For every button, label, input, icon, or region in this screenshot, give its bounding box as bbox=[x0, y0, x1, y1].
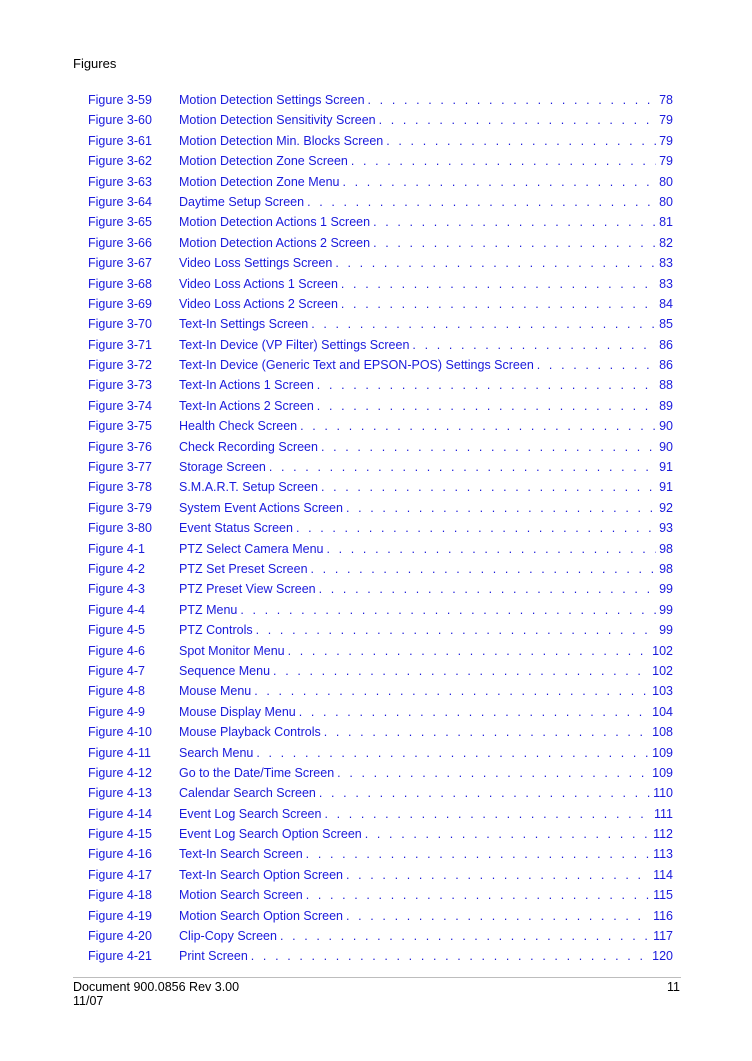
figure-title: Mouse Display Menu bbox=[179, 704, 296, 719]
figure-title: Motion Detection Min. Blocks Screen bbox=[179, 133, 384, 148]
dot-leader bbox=[346, 906, 650, 926]
page-reference: 81 bbox=[659, 215, 673, 230]
figure-number: Figure 3-59 bbox=[88, 93, 152, 107]
dot-leader bbox=[341, 274, 656, 294]
page-reference: 111 bbox=[653, 806, 673, 821]
figure-title: System Event Actions Screen bbox=[179, 500, 343, 515]
toc-entry-link[interactable] bbox=[88, 702, 673, 722]
figure-title: Motion Search Screen bbox=[179, 888, 303, 903]
figure-title: PTZ Controls bbox=[179, 623, 253, 638]
dot-leader bbox=[319, 579, 656, 599]
page-reference: 102 bbox=[652, 663, 673, 678]
toc-entry-link[interactable] bbox=[88, 90, 673, 110]
figure-title: Video Loss Actions 1 Screen bbox=[179, 276, 338, 291]
figure-title: Event Log Search Screen bbox=[179, 806, 322, 821]
dot-leader bbox=[306, 844, 650, 864]
page-reference: 99 bbox=[659, 602, 673, 617]
page-reference: 92 bbox=[659, 500, 673, 515]
dot-leader bbox=[280, 926, 650, 946]
figure-title: Motion Detection Sensitivity Screen bbox=[179, 113, 376, 128]
figure-title: Video Loss Settings Screen bbox=[179, 256, 333, 271]
footer-date: 11/07 bbox=[73, 994, 104, 1008]
toc-entry-link[interactable] bbox=[88, 844, 673, 864]
dot-leader bbox=[306, 885, 650, 905]
toc-entry-link[interactable] bbox=[88, 457, 673, 477]
toc-entry-link[interactable] bbox=[88, 579, 673, 599]
dot-leader bbox=[373, 212, 656, 232]
toc-entry-link[interactable] bbox=[88, 681, 673, 701]
toc-entry-link[interactable] bbox=[88, 396, 673, 416]
figures-list bbox=[88, 90, 673, 967]
figure-number: Figure 4-11 bbox=[88, 745, 151, 760]
page-reference: 80 bbox=[659, 194, 673, 209]
dot-leader bbox=[296, 518, 656, 538]
dot-leader bbox=[386, 131, 656, 151]
figure-number: Figure 3-62 bbox=[88, 154, 152, 169]
toc-entry-link[interactable] bbox=[88, 722, 673, 742]
dot-leader bbox=[379, 110, 656, 130]
figure-title: Mouse Menu bbox=[179, 684, 252, 699]
figure-number: Figure 3-72 bbox=[88, 358, 152, 373]
toc-entry-link[interactable] bbox=[88, 498, 673, 518]
dot-leader bbox=[319, 783, 650, 803]
figure-number: Figure 3-73 bbox=[88, 378, 152, 393]
toc-entry-link[interactable] bbox=[88, 131, 673, 151]
figure-title: PTZ Select Camera Menu bbox=[179, 541, 324, 556]
dot-leader bbox=[346, 865, 650, 885]
figure-number: Figure 4-7 bbox=[88, 663, 145, 678]
dot-leader bbox=[311, 559, 657, 579]
figure-number: Figure 4-16 bbox=[88, 847, 152, 862]
figure-title: Calendar Search Screen bbox=[179, 786, 316, 801]
toc-entry-link[interactable] bbox=[88, 375, 673, 395]
figure-title: Motion Detection Settings Screen bbox=[179, 93, 365, 107]
toc-entry-link[interactable] bbox=[88, 641, 673, 661]
page-reference: 98 bbox=[659, 561, 673, 576]
figure-number: Figure 3-67 bbox=[88, 256, 152, 271]
figure-number: Figure 4-14 bbox=[88, 806, 152, 821]
dot-leader bbox=[343, 172, 657, 192]
page-reference: 102 bbox=[652, 643, 673, 658]
page-reference: 79 bbox=[659, 154, 673, 169]
toc-entry-link[interactable] bbox=[88, 192, 673, 212]
figure-title: Text-In Settings Screen bbox=[179, 317, 309, 332]
dot-leader bbox=[335, 253, 656, 273]
figure-number: Figure 3-77 bbox=[88, 460, 152, 475]
dot-leader bbox=[341, 294, 656, 314]
figure-number: Figure 4-15 bbox=[88, 827, 152, 842]
page-reference: 78 bbox=[659, 93, 673, 107]
figure-number: Figure 4-9 bbox=[88, 704, 145, 719]
page-reference: 98 bbox=[659, 541, 673, 556]
figure-number: Figure 3-64 bbox=[88, 194, 152, 209]
toc-entry-link[interactable] bbox=[88, 783, 673, 803]
dot-leader bbox=[368, 90, 657, 110]
page-reference: 109 bbox=[652, 765, 673, 780]
figure-number: Figure 4-21 bbox=[88, 949, 152, 964]
figure-number: Figure 3-79 bbox=[88, 500, 152, 515]
page-reference: 90 bbox=[659, 439, 673, 454]
figure-number: Figure 4-13 bbox=[88, 786, 152, 801]
page-reference: 86 bbox=[659, 337, 673, 352]
figure-title: Motion Detection Actions 1 Screen bbox=[179, 215, 371, 230]
page-reference: 83 bbox=[659, 256, 673, 271]
toc-entry-link[interactable] bbox=[88, 416, 673, 436]
page-reference: 82 bbox=[659, 235, 673, 250]
page-reference: 89 bbox=[659, 398, 673, 413]
dot-leader bbox=[311, 314, 656, 334]
page-reference: 91 bbox=[659, 460, 673, 475]
figure-title: Video Loss Actions 2 Screen bbox=[179, 296, 338, 311]
toc-entry-link[interactable] bbox=[88, 885, 673, 905]
figure-number: Figure 3-63 bbox=[88, 174, 152, 189]
dot-leader bbox=[269, 457, 656, 477]
figure-number: Figure 3-66 bbox=[88, 235, 152, 250]
figure-number: Figure 4-10 bbox=[88, 725, 152, 740]
page-reference: 99 bbox=[659, 582, 673, 597]
figure-number: Figure 3-76 bbox=[88, 439, 152, 454]
figure-title: PTZ Menu bbox=[179, 602, 238, 617]
page-reference: 86 bbox=[659, 358, 673, 373]
figure-title: PTZ Preset View Screen bbox=[179, 582, 316, 597]
toc-entry-link[interactable] bbox=[88, 763, 673, 783]
toc-entry-link[interactable] bbox=[88, 233, 673, 253]
toc-entry-link[interactable] bbox=[88, 539, 673, 559]
page-reference: 80 bbox=[659, 174, 673, 189]
figure-title: Motion Detection Zone Menu bbox=[179, 174, 340, 189]
toc-entry-link[interactable] bbox=[88, 335, 673, 355]
figure-number: Figure 3-80 bbox=[88, 521, 152, 536]
figure-title: Spot Monitor Menu bbox=[179, 643, 285, 658]
figure-title: Clip-Copy Screen bbox=[179, 929, 277, 944]
page-heading: Figures bbox=[73, 56, 117, 71]
figure-title: Motion Detection Actions 2 Screen bbox=[179, 235, 371, 250]
figure-number: Figure 3-78 bbox=[88, 480, 152, 495]
page-reference: 120 bbox=[652, 949, 673, 964]
page-reference: 93 bbox=[659, 521, 673, 536]
toc-entry-link[interactable] bbox=[88, 865, 673, 885]
page-reference: 114 bbox=[653, 867, 673, 882]
figure-number: Figure 4-17 bbox=[88, 867, 152, 882]
figure-number: Figure 4-4 bbox=[88, 602, 145, 617]
dot-leader bbox=[321, 477, 656, 497]
figure-title: Event Status Screen bbox=[179, 521, 293, 536]
dot-leader bbox=[317, 375, 656, 395]
toc-entry-link[interactable] bbox=[88, 151, 673, 171]
figure-title: Motion Search Option Screen bbox=[179, 908, 343, 923]
page-reference: 109 bbox=[652, 745, 673, 760]
figure-title: Print Screen bbox=[179, 949, 248, 964]
toc-entry-link[interactable] bbox=[88, 661, 673, 681]
dot-leader bbox=[256, 743, 649, 763]
figure-number: Figure 4-12 bbox=[88, 765, 152, 780]
dot-leader bbox=[254, 681, 649, 701]
figure-title: Text-In Search Screen bbox=[179, 847, 303, 862]
page-reference: 115 bbox=[653, 888, 673, 903]
dot-leader bbox=[337, 763, 649, 783]
figure-title: PTZ Set Preset Screen bbox=[179, 561, 308, 576]
figure-number: Figure 3-61 bbox=[88, 133, 152, 148]
dot-leader bbox=[537, 355, 656, 375]
figure-title: Search Menu bbox=[179, 745, 254, 760]
figure-title: Health Check Screen bbox=[179, 419, 298, 434]
toc-entry-link[interactable] bbox=[88, 172, 673, 192]
page-reference: 110 bbox=[653, 786, 673, 801]
dot-leader bbox=[300, 416, 656, 436]
page-reference: 91 bbox=[659, 480, 673, 495]
figure-number: Figure 4-5 bbox=[88, 623, 145, 638]
toc-entry-link[interactable] bbox=[88, 518, 673, 538]
figure-title: Sequence Menu bbox=[179, 663, 271, 678]
page-reference: 90 bbox=[659, 419, 673, 434]
figure-title: Motion Detection Zone Screen bbox=[179, 154, 348, 169]
figure-title: Text-In Search Option Screen bbox=[179, 867, 343, 882]
figure-number: Figure 4-3 bbox=[88, 582, 145, 597]
figure-title: Check Recording Screen bbox=[179, 439, 318, 454]
dot-leader bbox=[412, 335, 656, 355]
page-reference: 79 bbox=[659, 113, 673, 128]
page-reference: 88 bbox=[659, 378, 673, 393]
dot-leader bbox=[273, 661, 649, 681]
toc-entry-link[interactable] bbox=[88, 477, 673, 497]
figure-number: Figure 3-60 bbox=[88, 113, 152, 128]
figure-number: Figure 4-1 bbox=[88, 541, 145, 556]
figure-number: Figure 4-20 bbox=[88, 929, 152, 944]
page-reference: 117 bbox=[653, 929, 673, 944]
page-reference: 84 bbox=[659, 296, 673, 311]
toc-entry-link[interactable] bbox=[88, 824, 673, 844]
dot-leader bbox=[288, 641, 650, 661]
dot-leader bbox=[307, 192, 656, 212]
page-reference: 79 bbox=[659, 133, 673, 148]
page-reference: 83 bbox=[659, 276, 673, 291]
dot-leader bbox=[351, 151, 656, 171]
footer-divider bbox=[73, 977, 681, 978]
footer-document-id: Document 900.0856 Rev 3.00 bbox=[73, 980, 240, 994]
dot-leader bbox=[256, 620, 656, 640]
figure-title: Text-In Actions 1 Screen bbox=[179, 378, 314, 393]
toc-entry-link[interactable] bbox=[88, 804, 673, 824]
page-reference: 104 bbox=[652, 704, 673, 719]
toc-entry-link[interactable] bbox=[88, 437, 673, 457]
figure-number: Figure 3-68 bbox=[88, 276, 152, 291]
dot-leader bbox=[324, 722, 649, 742]
toc-entry-link[interactable] bbox=[88, 110, 673, 130]
page-reference: 108 bbox=[652, 725, 673, 740]
toc-entry-link[interactable] bbox=[88, 600, 673, 620]
page-reference: 113 bbox=[653, 847, 673, 862]
page-reference: 112 bbox=[653, 827, 673, 842]
figure-number: Figure 4-19 bbox=[88, 908, 152, 923]
toc-entry-link[interactable] bbox=[88, 253, 673, 273]
figure-number: Figure 3-65 bbox=[88, 215, 152, 230]
dot-leader bbox=[240, 600, 656, 620]
toc-entry-link[interactable] bbox=[88, 212, 673, 232]
page-reference: 103 bbox=[652, 684, 673, 699]
page-reference: 116 bbox=[653, 908, 673, 923]
toc-entry-link[interactable] bbox=[88, 946, 673, 966]
figure-number: Figure 4-2 bbox=[88, 561, 145, 576]
dot-leader bbox=[365, 824, 650, 844]
figure-title: S.M.A.R.T. Setup Screen bbox=[179, 480, 318, 495]
page-reference: 99 bbox=[659, 623, 673, 638]
figure-title: Text-In Device (VP Filter) Settings Screen bbox=[179, 337, 410, 352]
figure-title: Mouse Playback Controls bbox=[179, 725, 321, 740]
dot-leader bbox=[346, 498, 656, 518]
figure-number: Figure 3-69 bbox=[88, 296, 152, 311]
dot-leader bbox=[327, 539, 657, 559]
toc-entry-link[interactable] bbox=[88, 355, 673, 375]
dot-leader bbox=[373, 233, 656, 253]
figure-number: Figure 4-8 bbox=[88, 684, 145, 699]
dot-leader bbox=[324, 804, 651, 824]
toc-entry-link[interactable] bbox=[88, 743, 673, 763]
figure-title: Go to the Date/Time Screen bbox=[179, 765, 335, 780]
figure-number: Figure 3-75 bbox=[88, 419, 152, 434]
footer-page-number: 11 bbox=[667, 980, 680, 994]
toc-entry-link[interactable] bbox=[88, 620, 673, 640]
dot-leader bbox=[299, 702, 649, 722]
figure-title: Daytime Setup Screen bbox=[179, 194, 305, 209]
toc-entry-link[interactable] bbox=[88, 314, 673, 334]
figure-number: Figure 3-70 bbox=[88, 317, 152, 332]
toc-entry-link[interactable] bbox=[88, 294, 673, 314]
figure-title: Event Log Search Option Screen bbox=[179, 827, 362, 842]
toc-entry-link[interactable] bbox=[88, 559, 673, 579]
dot-leader bbox=[317, 396, 656, 416]
dot-leader bbox=[251, 946, 649, 966]
dot-leader bbox=[321, 437, 656, 457]
toc-entry-link[interactable] bbox=[88, 926, 673, 946]
figure-title: Text-In Device (Generic Text and EPSON-POS) Settings Screen bbox=[179, 358, 534, 373]
figure-number: Figure 4-6 bbox=[88, 643, 145, 658]
figure-number: Figure 3-74 bbox=[88, 398, 152, 413]
figure-title: Text-In Actions 2 Screen bbox=[179, 398, 314, 413]
toc-entry-link[interactable] bbox=[88, 906, 673, 926]
page-reference: 85 bbox=[659, 317, 673, 332]
figure-title: Storage Screen bbox=[179, 460, 266, 475]
toc-entry-link[interactable] bbox=[88, 274, 673, 294]
figure-number: Figure 3-71 bbox=[88, 337, 152, 352]
figure-number: Figure 4-18 bbox=[88, 888, 152, 903]
